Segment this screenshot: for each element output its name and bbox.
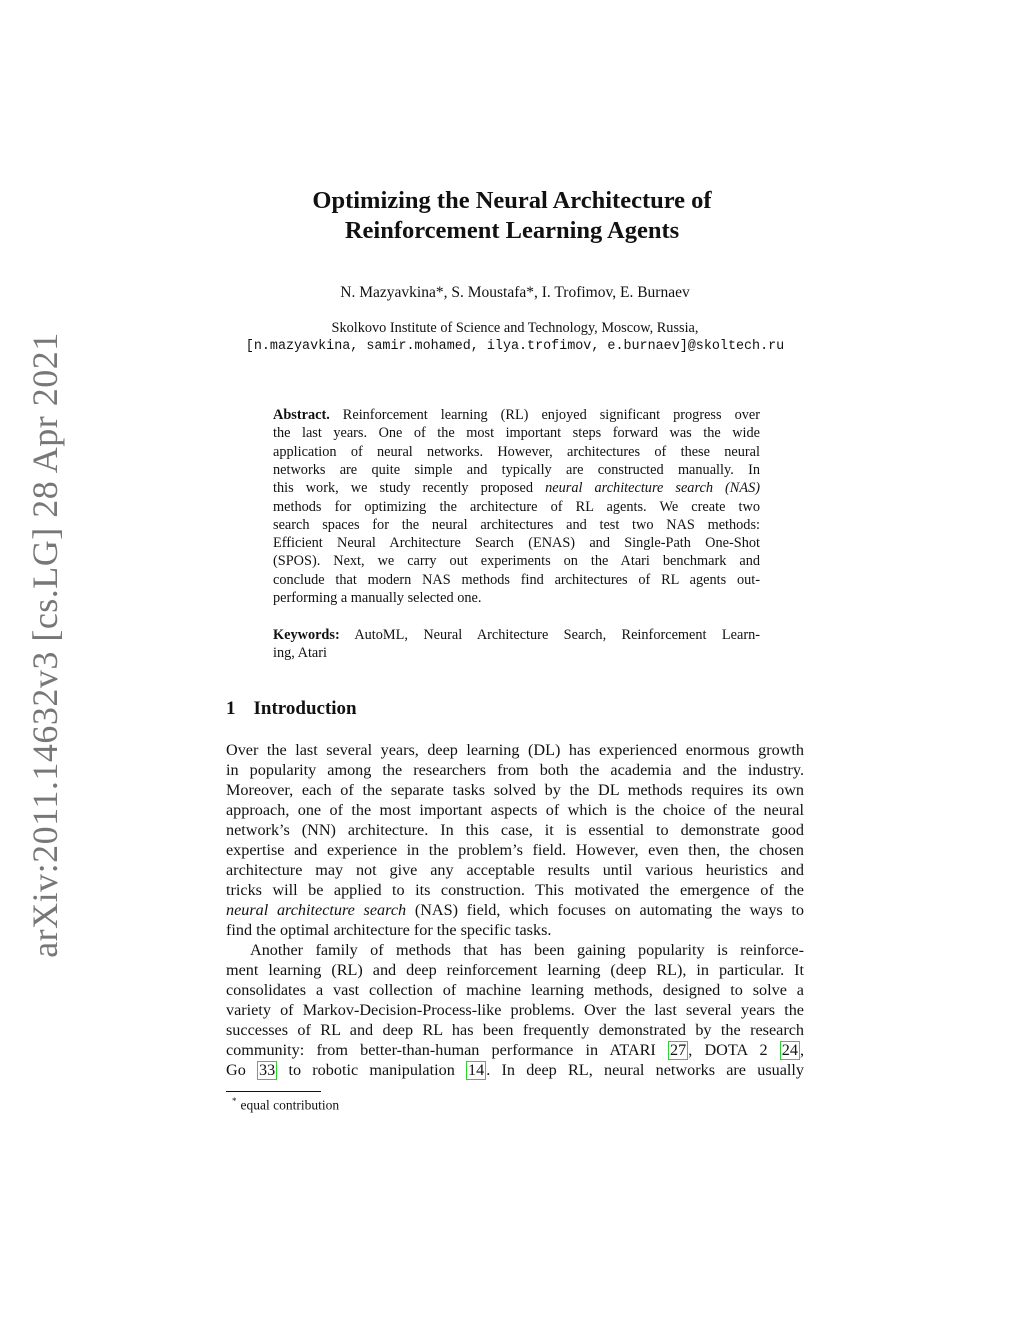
arxiv-stamp: arXiv:2011.14632v3 [cs.LG] 28 Apr 2021 — [25, 332, 65, 958]
text-line — [226, 801, 804, 820]
authors: N. Mazyavkina*, S. Moustafa*, I. Trofimov, E. Burnaev — [340, 284, 690, 301]
text-span: tricks will be applied to its construction. This motivated the emergence of the — [226, 881, 804, 899]
text-line — [226, 861, 804, 880]
citation-link[interactable]: 24 — [781, 1041, 798, 1059]
text-span: to robotic manipulation — [277, 1061, 467, 1079]
text-line — [226, 781, 804, 800]
text-line — [226, 961, 804, 980]
text-span: Efficient Neural Architecture Search (ENAS) and Single-Path One-Shot — [273, 535, 760, 552]
text-line — [226, 1041, 804, 1060]
text-span: search spaces for the neural architectures and test two NAS methods: — [273, 516, 760, 533]
citation-link[interactable]: 33 — [259, 1061, 276, 1079]
footnote-mark: * — [232, 1096, 237, 1106]
text-line — [226, 981, 804, 1000]
text-span: (SPOS). Next, we carry out experiments on the Atari benchmark and — [273, 553, 760, 570]
text-line — [273, 480, 760, 497]
section-title: Introduction — [253, 698, 357, 719]
text-span: Keywords: — [273, 627, 340, 643]
text-line — [273, 645, 760, 662]
text-span: network’s (NN) architecture. In this case, it is essential to demonstrate good — [226, 821, 804, 839]
text-line — [226, 901, 804, 920]
text-line — [226, 741, 804, 760]
citation-link[interactable]: 14 — [468, 1061, 485, 1079]
text-span: community: from better-than-human performance in ATARI — [226, 1041, 669, 1059]
text-span: Another family of methods that has been gaining popularity is reinforce- — [250, 941, 804, 959]
text-line — [273, 499, 760, 516]
text-line — [226, 1061, 804, 1080]
text-span: ment learning (RL) and deep reinforcement learning (deep RL), in particular. It — [226, 961, 804, 979]
text-span: performing a manually selected one. — [273, 590, 482, 606]
footnote-rule — [226, 1091, 321, 1092]
text-span: consolidates a vast collection of machine learning methods, designed to solve a — [226, 981, 804, 999]
text-line — [226, 941, 804, 960]
text-span: application of neural networks. However, architectures of these neural — [273, 443, 760, 460]
text-span: Abstract. — [273, 407, 330, 423]
text-span: find the optimal architecture for the specific tasks. — [226, 921, 552, 939]
text-span: variety of Markov-Decision-Process-like problems. Over the last several years the — [226, 1001, 804, 1019]
emails: [n.mazyavkina, samir.mohamed, ilya.trofimov, e.burnaev]@skoltech.ru — [245, 339, 785, 354]
text-line — [273, 553, 760, 570]
text-line — [273, 572, 760, 589]
text-span: neural architecture search (NAS) — [545, 480, 760, 497]
text-span: (NAS) field, which focuses on automating the ways to — [406, 901, 804, 919]
text-line — [273, 535, 760, 552]
text-span: successes of RL and deep RL has been frequently demonstrated by the research — [226, 1021, 804, 1039]
text-span: Over the last several years, deep learning (DL) has experienced enormous growth — [226, 741, 804, 759]
text-span: neural architecture search — [226, 901, 407, 919]
text-line — [226, 1021, 804, 1040]
citation-link[interactable]: 27 — [670, 1041, 687, 1059]
text-span: the last years. One of the most important steps forward was the wide — [273, 425, 760, 442]
text-span: this work, we study recently proposed — [273, 480, 546, 497]
text-line — [273, 444, 760, 461]
text-span: , — [799, 1041, 804, 1059]
section-heading — [226, 698, 357, 720]
text-line — [273, 517, 760, 534]
text-span: conclude that modern NAS methods find architectures of RL agents out- — [273, 571, 760, 588]
text-line — [226, 921, 804, 940]
text-span: Go — [226, 1061, 258, 1079]
text-span: AutoML, Neural Architecture Search, Reinforcement Learn- — [339, 627, 760, 643]
text-span: approach, one of the most important aspects of which is the choice of the neural — [226, 801, 804, 819]
text-line — [226, 821, 804, 840]
paper-title-line-2: Reinforcement Learning Agents — [344, 217, 680, 244]
text-line — [226, 881, 804, 900]
text-line — [273, 425, 760, 442]
text-span: Moreover, each of the separate tasks solved by the DL methods requires its own — [226, 781, 804, 799]
text-span: ing, Atari — [273, 645, 328, 662]
text-line — [273, 407, 760, 424]
text-span: methods for optimizing the architecture of RL agents. We create two — [273, 498, 760, 515]
text-line — [226, 841, 804, 860]
paper-title-line-1: Optimizing the Neural Architecture of — [312, 187, 712, 214]
text-span: . In deep RL, neural networks are usually — [486, 1061, 804, 1079]
footnote-text: equal contribution — [240, 1097, 340, 1113]
text-span: expertise and experience in the problem’s field. However, even then, the chosen — [226, 841, 804, 859]
text-span: networks are quite simple and typically are constructed manually. In — [273, 461, 760, 478]
text-span: in popularity among the researchers from both the academia and the industry. — [226, 761, 804, 779]
text-line — [273, 627, 760, 644]
footnote — [232, 1096, 339, 1114]
text-span: , DOTA 2 — [688, 1041, 780, 1059]
affiliation: Skolkovo Institute of Science and Technology, Moscow, Russia, — [331, 320, 699, 336]
text-line — [273, 462, 760, 479]
text-line — [226, 1001, 804, 1020]
text-span: Reinforcement learning (RL) enjoyed significant progress over — [329, 407, 760, 423]
section-number: 1 — [226, 698, 236, 719]
text-line — [226, 761, 804, 780]
text-span: architecture may not give any acceptable results until various heuristics and — [226, 861, 804, 879]
text-line — [273, 590, 760, 607]
